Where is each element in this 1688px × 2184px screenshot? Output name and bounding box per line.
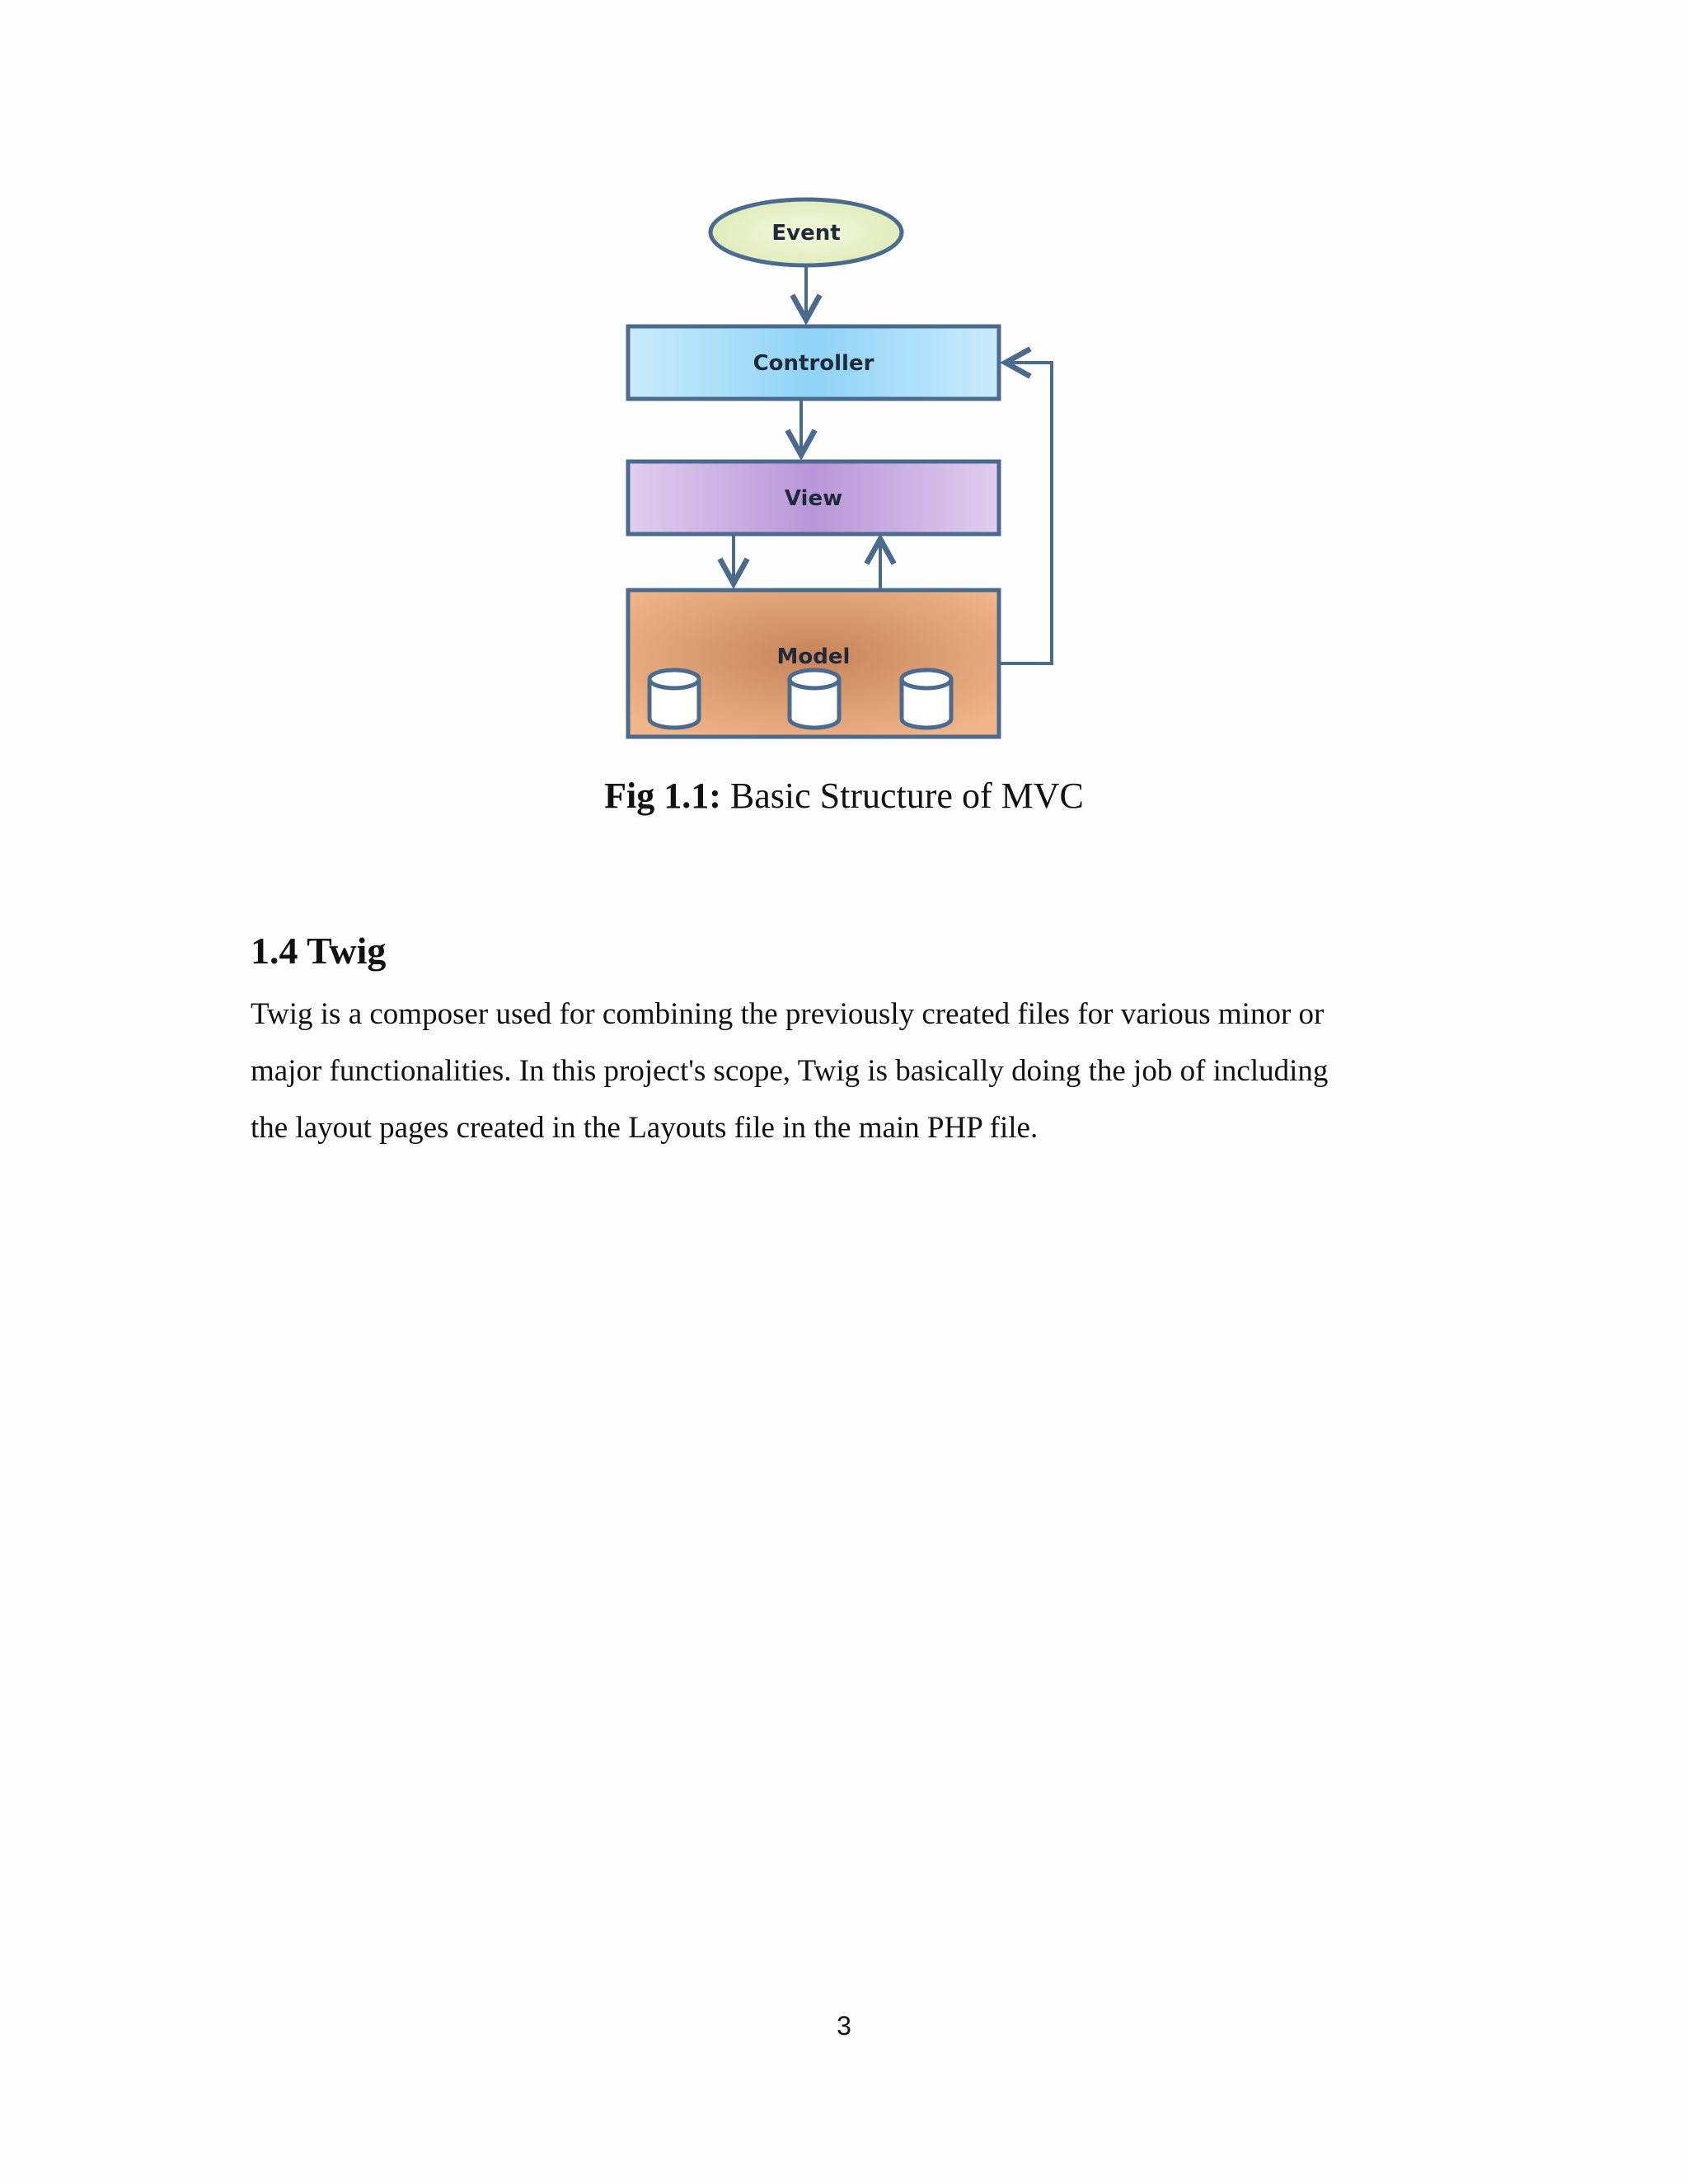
database-icon xyxy=(649,670,699,728)
database-icon xyxy=(902,670,951,728)
figure-caption xyxy=(0,771,1688,821)
body-line: major functionalities. In this project's scope, Twig is basically doing the job of including xyxy=(251,1054,1329,1088)
arrow-model-to-controller-loop xyxy=(1001,363,1052,663)
database-icon xyxy=(790,670,839,728)
section-heading: 1.4 Twig xyxy=(251,930,387,972)
view-label: View xyxy=(784,486,843,511)
body-line: Twig is a composer used for combining the previously created files for various minor or xyxy=(251,997,1325,1031)
section-body xyxy=(251,986,1454,1156)
page-number: 3 xyxy=(837,2011,851,2041)
figure-caption-label: Fig 1.1: xyxy=(604,776,721,816)
event-label: Event xyxy=(771,221,841,246)
controller-node xyxy=(628,326,999,399)
body-line: the layout pages created in the Layouts file in the main PHP file. xyxy=(251,1111,1039,1145)
figure-caption-text: Basic Structure of MVC xyxy=(720,776,1084,816)
model-label: Model xyxy=(776,644,851,669)
view-node xyxy=(628,462,999,534)
event-node xyxy=(710,199,902,265)
mvc-diagram xyxy=(610,190,1088,750)
controller-label: Controller xyxy=(753,351,874,376)
